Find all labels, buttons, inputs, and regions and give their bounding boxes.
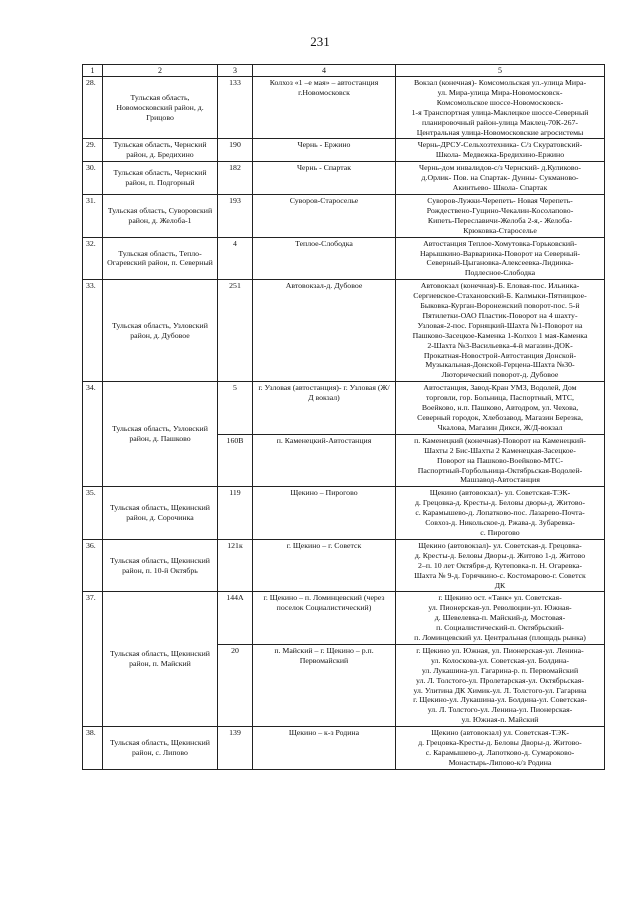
region-cell: Тульская область, Щекинский район, п. 10-й Октябрь bbox=[103, 539, 218, 592]
route-name-cell: Щекино – к-з Родина bbox=[253, 727, 396, 770]
route-name-cell: г. Щекино – п. Ломинцевский (через поселок Социалистический) bbox=[253, 592, 396, 645]
route-name-cell: Чернь - Ержино bbox=[253, 139, 396, 162]
table-row bbox=[83, 280, 605, 382]
route-name-cell: Суворов-Староселье bbox=[253, 194, 396, 237]
row-number-cell: 33. bbox=[83, 280, 103, 382]
route-number-cell: 4 bbox=[218, 237, 253, 280]
region-cell: Тульская область, Новомосковский район, д. Грицово bbox=[103, 77, 218, 139]
region-cell: Тульская область, Щекинский район, п. Майский bbox=[103, 592, 218, 727]
row-number-cell: 35. bbox=[83, 487, 103, 540]
region-cell: Тульская область, Суворовский район, д. Желоба-1 bbox=[103, 194, 218, 237]
page-number: 231 bbox=[310, 34, 330, 49]
route-number-cell: 139 bbox=[218, 727, 253, 770]
row-number-cell: 31. bbox=[83, 194, 103, 237]
route-stops-cell: Автовокзал (конечная)-Б. Еловая-пос. Ильинка- Сергиевское-Стахановский-Б. Калмыки-Пятницкое- Быковка-Курган-Воронежский поворот-пос. 5-й Пятилетки-ОАО Пластик-Поворот на 4 шахту- Узловая-2-пос. Горняцкий-Шахта №1-Поворот на Пашково-Засецкое-Каменка 1-Колхоз 1 мая-Каменка 2-Шахта №3-Васильевка-4-й магазин-ДОК- Прокатная-Новострой-Автостанция Донской- Музыкальная-Донской-Герцена-Шахта №30- Люторический поворот-д. Дубовое bbox=[396, 280, 605, 382]
route-name-cell: Теплое-Слободка bbox=[253, 237, 396, 280]
column-header: 2 bbox=[103, 65, 218, 77]
region-cell: Тульская область, Чернский район, д. Бредихино bbox=[103, 139, 218, 162]
row-number-cell: 28. bbox=[83, 77, 103, 139]
route-stops-cell: Щекино (автовокзал)- ул. Советская-ТЭК- д. Грецовка-д. Кресты-д. Беловы дворы-д. Житово- с. Карамышево-д. Лопатково-пос. Лазарево-Почта- Совхоз-д. Никольское-д. Ржава-д. Зубаревка- с. Пирогово bbox=[396, 487, 605, 540]
route-name-cell: п. Майский – г. Щекино – р.п. Первомайский bbox=[253, 644, 396, 726]
route-stops-cell: Щекино (автовокзал)- ул. Советская-д. Грецовка- д. Кресты-д. Беловы Дворы-д. Житово 1-д. Житово 2–п. 10 лет Октября-д. Кутеповка-п. Н. Огаревка- Шахта № 9-д. Горячкино-с. Костомарово-г. Советск ДК bbox=[396, 539, 605, 592]
route-stops-cell: Чернь-ДРСУ-Сельхозтехника- С/з Скуратовский- Школа- Медвежка-Бредихино-Ержино bbox=[396, 139, 605, 162]
route-name-cell: Чернь - Спартак bbox=[253, 162, 396, 195]
route-stops-cell: Вокзал (конечная)- Комсомольская ул.-улица Мира- ул. Мира-улица Мира-Новомосковск- Комсомольское шоссе-Новомосковск- 1-я Транспортная улица-Маклецкое шоссе-Северный планировочный район-улица Маклец-70К-267- Центральная улица-Новомосковские агросистемы bbox=[396, 77, 605, 139]
row-number-cell: 37. bbox=[83, 592, 103, 727]
route-name-cell: г. Щекино – г. Советск bbox=[253, 539, 396, 592]
route-number-cell: 133 bbox=[218, 77, 253, 139]
row-number-cell: 30. bbox=[83, 162, 103, 195]
table-row bbox=[83, 237, 605, 280]
table-row bbox=[83, 727, 605, 770]
table-row bbox=[83, 382, 605, 435]
route-name-cell: Колхоз «1 –е мая» – автостанция г.Новомосковск bbox=[253, 77, 396, 139]
route-number-cell: 5 bbox=[218, 382, 253, 435]
row-number-cell: 38. bbox=[83, 727, 103, 770]
column-header: 3 bbox=[218, 65, 253, 77]
route-stops-cell: г. Щекино ул. Южная, ул. Пионерская-ул. Ленина- ул. Колоскова-ул. Советская-ул. Болдина- ул. Лукашина-ул. Гагарина-р. п. Первомайский ул. Л. Толстого-ул. Пролетарская-ул. Октябрьская- ул. Улитина ДК Химик-ул. Л. Толстого-ул. Гагарина г. Щекино-ул. Лукашина-ул. Болдина-ул. Советская- ул. Л. Толстого-ул. Ленина-ул. Пионерская- ул. Южная-п. Майский bbox=[396, 644, 605, 726]
region-cell: Тульская область, Тепло-Огаревский район, п. Северный bbox=[103, 237, 218, 280]
table-row bbox=[83, 487, 605, 540]
route-number-cell: 119 bbox=[218, 487, 253, 540]
route-name-cell: п. Каменецкий-Автостанция bbox=[253, 434, 396, 487]
route-name-cell: г. Узловая (автостанция)- г. Узловая (Ж/Д вокзал) bbox=[253, 382, 396, 435]
table-row bbox=[83, 77, 605, 139]
route-number-cell: 193 bbox=[218, 194, 253, 237]
region-cell: Тульская область, Узловский район, д. Пашково bbox=[103, 382, 218, 487]
route-stops-cell: Суворов-Лужки-Черепеть- Новая Черепеть- Рождествено-Гущино-Чекалин-Косолапово- Кипеть-Переславичи-Желоба 2-я,- Желоба- Крюковка-Староселье bbox=[396, 194, 605, 237]
table-row bbox=[83, 194, 605, 237]
route-number-cell: 160В bbox=[218, 434, 253, 487]
route-number-cell: 182 bbox=[218, 162, 253, 195]
table-row bbox=[83, 162, 605, 195]
route-number-cell: 190 bbox=[218, 139, 253, 162]
route-name-cell: Щекино – Пирогово bbox=[253, 487, 396, 540]
table-row bbox=[83, 592, 605, 645]
row-number-cell: 34. bbox=[83, 382, 103, 487]
column-header: 5 bbox=[396, 65, 605, 77]
route-stops-cell: Щекино (автовокзал) ул. Советская-ТЭК- д. Грецовка-Кресты-д. Беловы Дворы-д. Житово- с. Карамышево-д. Лапотково-д. Сумароково- Монастырь-Липово-к/з Родина bbox=[396, 727, 605, 770]
route-stops-cell: п. Каменецкий (конечная)-Поворот на Каменецкий- Шахты 2 Бис-Шахты 2 Каменецкая-Засецкое- Поворот на Пашково-Воейково-МТС- Паспортный-Горбольница-Октябрьская-Водолей- Машзавод-Автостанция bbox=[396, 434, 605, 487]
routes-table bbox=[82, 64, 605, 770]
route-number-cell: 20 bbox=[218, 644, 253, 726]
region-cell: Тульская область, Чернский район, п. Подгорный bbox=[103, 162, 218, 195]
table-header-row bbox=[83, 65, 605, 77]
table-body bbox=[83, 77, 605, 770]
row-number-cell: 29. bbox=[83, 139, 103, 162]
route-name-cell: Автовокзал-д. Дубовое bbox=[253, 280, 396, 382]
route-number-cell: 121к bbox=[218, 539, 253, 592]
route-stops-cell: Автостанция Теплое-Хомутовка-Горьковский- Нарышкино-Варваринка-Поворот на Северный- Северный-Цыгановка-Алексеевка-Лидинка- Подлесное-Слободка bbox=[396, 237, 605, 280]
table-row bbox=[83, 539, 605, 592]
route-stops-cell: Чернь-дом инвалидов-с/з Чернский- д.Куликово- д.Орлик- Пов. на Спартак- Дунны- Сукманово- Акинтьево- Школа- Спартак bbox=[396, 162, 605, 195]
region-cell: Тульская область, Щекинский район, с. Липово bbox=[103, 727, 218, 770]
route-number-cell: 251 bbox=[218, 280, 253, 382]
column-header: 4 bbox=[253, 65, 396, 77]
route-number-cell: 144А bbox=[218, 592, 253, 645]
row-number-cell: 36. bbox=[83, 539, 103, 592]
route-stops-cell: г. Щекино ост. «Танк» ул. Советская- ул. Пионерская-ул. Революции-ул. Южная- д. Шевелевка-п. Майский-д. Мостовая- п. Социалистический-п. Октябрьский- п. Ломинцевский ул. Центральная (площадь рынка) bbox=[396, 592, 605, 645]
row-number-cell: 32. bbox=[83, 237, 103, 280]
region-cell: Тульская область, Щекинский район, д. Сорочинка bbox=[103, 487, 218, 540]
route-stops-cell: Автостанция, Завод-Кран УМЗ, Водолей, Дом торговли, гор. Больница, Паспортный, МТС, Воейково, н.п. Пашково, Автодром, ул. Чехова, Северный городок, Хлебозавод, Магазин Березка, Чкалова, Магазин Дикси, Ж/Д-вокзал bbox=[396, 382, 605, 435]
region-cell: Тульская область, Узловский район, д. Дубовое bbox=[103, 280, 218, 382]
column-header: 1 bbox=[83, 65, 103, 77]
table-row bbox=[83, 139, 605, 162]
